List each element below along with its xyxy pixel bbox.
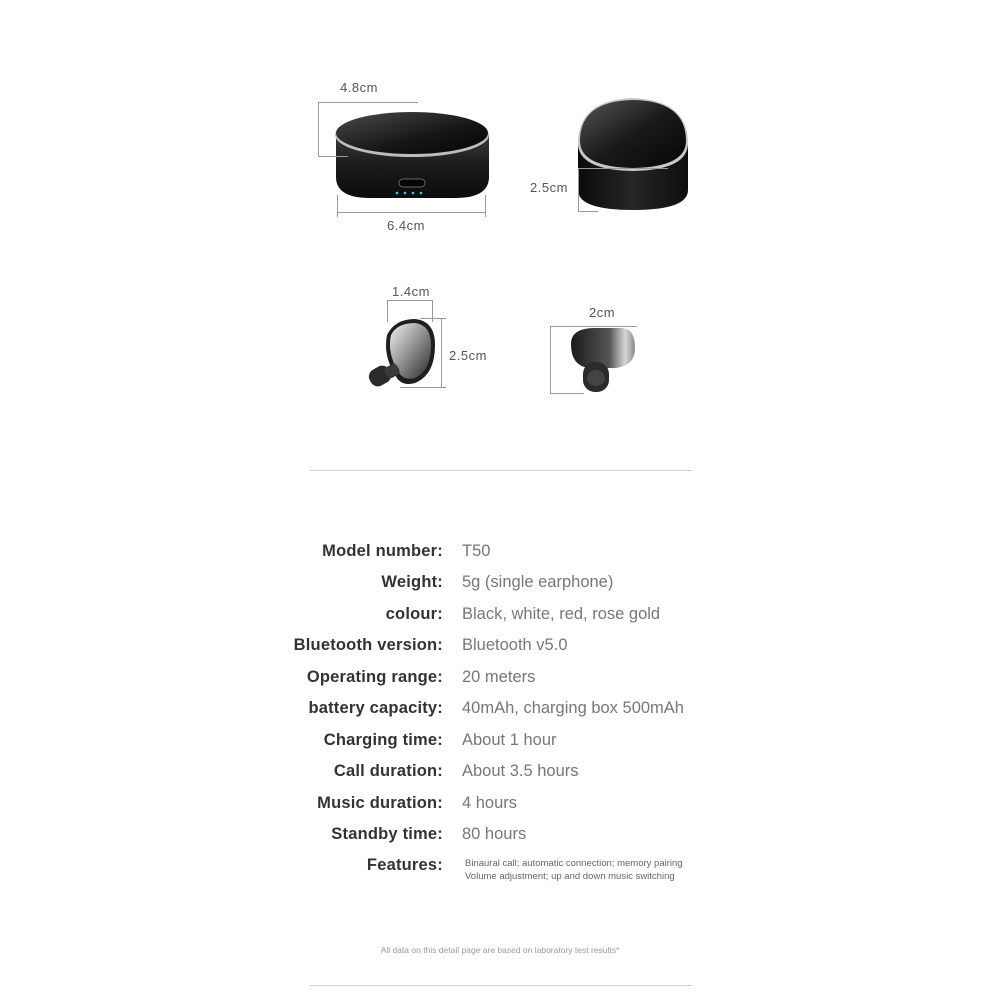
features-line: Volume adjustment; up and down music switching (465, 871, 675, 882)
earbud-height-tick-bottom (400, 387, 446, 388)
spec-label: Call duration: (333, 762, 443, 780)
spec-row-bluetooth (0, 636, 1000, 660)
charging-case-front-image (330, 95, 495, 210)
case-width-tick-left (337, 195, 338, 217)
earbud-front-image (365, 315, 445, 395)
spec-label: Standby time: (331, 825, 443, 843)
case-length-dim-bar (318, 102, 319, 157)
spec-row-music (0, 794, 1000, 818)
spec-row-range (0, 668, 1000, 692)
features-line: Binaural call; automatic connection; memory pairing (465, 858, 683, 869)
case-length-dim-line-2 (318, 156, 348, 157)
spec-row-weight (0, 573, 1000, 597)
charging-case-side-image (575, 95, 695, 215)
spec-row-call (0, 762, 1000, 786)
section-divider-top (310, 470, 692, 471)
earbud-depth-label: 2cm (589, 305, 616, 320)
spec-label: Charging time: (323, 731, 443, 749)
earbud-height-tick-top (420, 318, 446, 319)
case-height-dim-bar (578, 168, 579, 212)
spec-row-features (0, 856, 1000, 886)
spec-row-standby (0, 825, 1000, 849)
spec-value: About 3.5 hours (462, 762, 579, 780)
case-height-dim-line-2 (578, 211, 598, 212)
case-height-dim-line (578, 168, 668, 169)
section-divider-bottom (310, 985, 692, 986)
earbud-depth-side-tick (550, 326, 570, 327)
earbud-depth-side-bar (550, 326, 551, 394)
spec-label: Weight: (381, 573, 443, 591)
case-width-tick-right (485, 195, 486, 217)
earbud-width-label: 1.4cm (392, 284, 430, 299)
spec-label: battery capacity: (308, 699, 443, 717)
spec-row-colour (0, 605, 1000, 629)
spec-value: 40mAh, charging box 500mAh (462, 699, 684, 717)
earbud-width-dim-line (387, 300, 433, 301)
spec-value: 80 hours (462, 825, 527, 843)
spec-value: 5g (single earphone) (462, 573, 614, 591)
footnote: All data on this detail page are based on laboratory test results* (380, 945, 620, 955)
spec-value: Black, white, red, rose gold (462, 605, 661, 623)
spec-value: T50 (462, 542, 491, 560)
spec-value: Bluetooth v5.0 (462, 636, 568, 654)
case-height-label: 2.5cm (530, 180, 568, 195)
spec-label: colour: (385, 605, 443, 623)
spec-value: About 1 hour (462, 731, 557, 749)
earbud-depth-dim-line (567, 326, 637, 327)
earbud-height-label: 2.5cm (449, 348, 487, 363)
earbud-height-dim-line (441, 318, 442, 388)
spec-label: Bluetooth version: (293, 636, 443, 654)
earbud-depth-side-tick-2 (550, 393, 584, 394)
spec-label: Music duration: (317, 794, 443, 812)
spec-label: Operating range: (306, 668, 443, 686)
case-length-dim-line (318, 102, 418, 103)
case-length-label: 4.8cm (340, 80, 378, 95)
spec-row-battery (0, 699, 1000, 723)
case-width-label: 6.4cm (387, 218, 425, 233)
spec-row-model (0, 542, 1000, 566)
spec-label: Features: (366, 856, 443, 874)
spec-value: 20 meters (462, 668, 536, 686)
case-width-dim-line (337, 212, 486, 213)
earbud-width-tick-left (387, 300, 388, 322)
spec-value: 4 hours (462, 794, 518, 812)
spec-label: Model number: (322, 542, 443, 560)
earbud-side-image (565, 322, 640, 397)
spec-row-charging (0, 731, 1000, 755)
